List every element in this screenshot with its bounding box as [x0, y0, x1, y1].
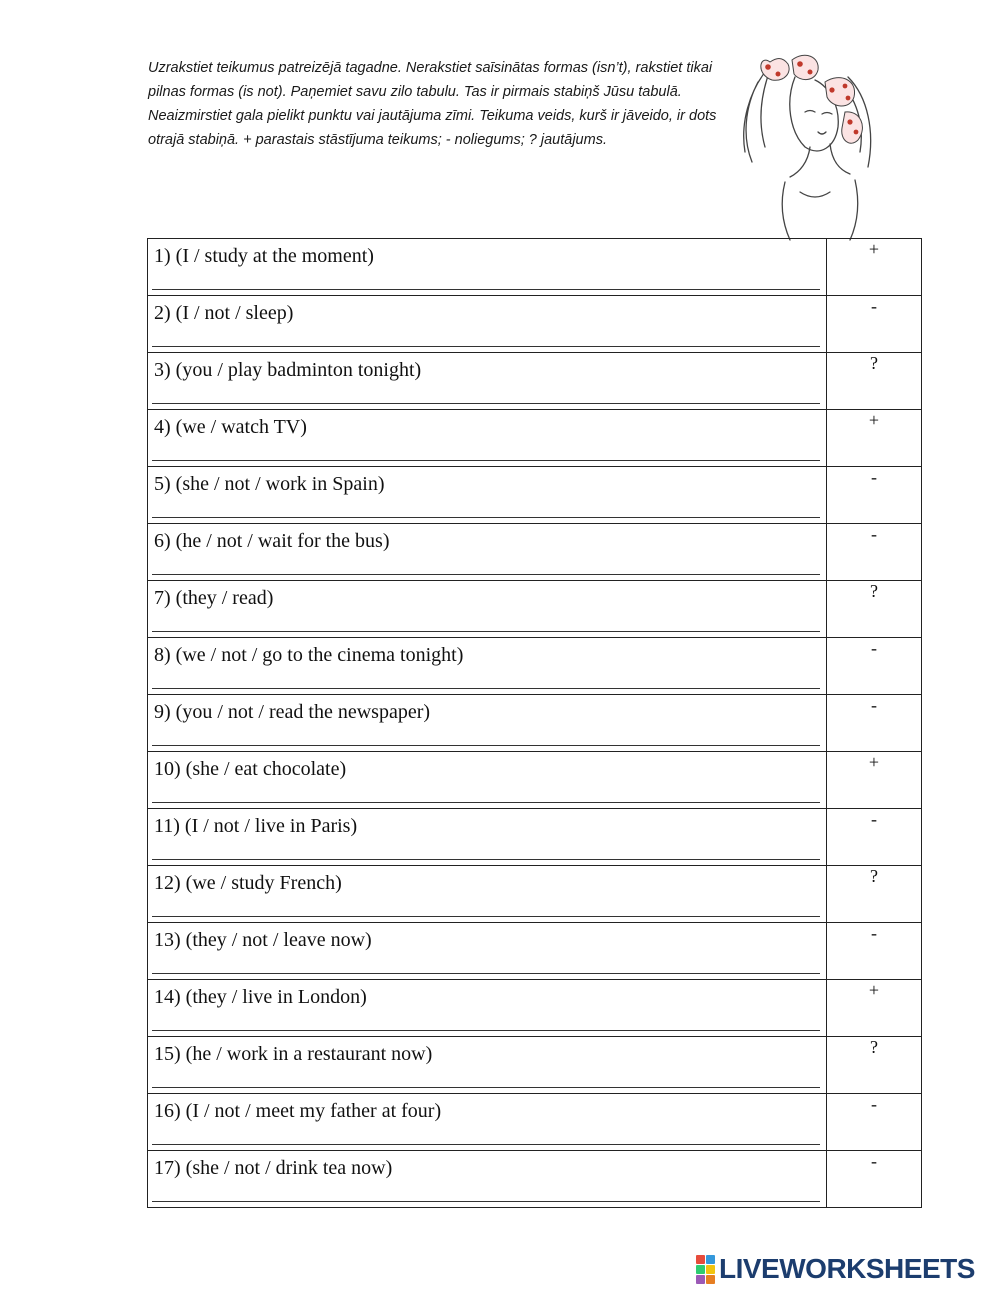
- sentence-type-cell: [826, 638, 921, 695]
- brand-text: LIVEWORKSHEETS: [719, 1253, 975, 1284]
- logo-block: [696, 1265, 705, 1274]
- sentence-type-cell: [826, 980, 921, 1037]
- question-cell: [148, 296, 827, 353]
- table-row: [148, 467, 922, 524]
- answer-input[interactable]: [152, 1071, 820, 1088]
- question-prompt: 16) (I / not / meet my father at four): [154, 1100, 442, 1122]
- answer-input[interactable]: [152, 1128, 820, 1145]
- answer-input[interactable]: [152, 672, 820, 689]
- logo-block: [696, 1255, 705, 1264]
- sentence-type-sign: -: [870, 923, 877, 943]
- sentence-type-cell: [826, 1037, 921, 1094]
- question-cell: [148, 638, 827, 695]
- question-cell: [148, 809, 827, 866]
- question-prompt: 12) (we / study French): [154, 872, 342, 894]
- sentence-type-sign: +: [868, 752, 880, 772]
- sentence-type-sign: -: [870, 467, 877, 487]
- question-prompt: 2) (I / not / sleep): [154, 302, 294, 324]
- question-cell: [148, 866, 827, 923]
- table-row: [148, 296, 922, 353]
- table-row: [148, 1037, 922, 1094]
- sentence-type-sign: +: [868, 980, 880, 1000]
- answer-input[interactable]: [152, 957, 820, 974]
- question-prompt: 9) (you / not / read the newspaper): [154, 701, 431, 723]
- sentence-type-cell: [826, 581, 921, 638]
- logo-blocks-icon: [696, 1255, 715, 1284]
- sentence-type-cell: [826, 866, 921, 923]
- question-cell: [148, 695, 827, 752]
- question-cell: [148, 752, 827, 809]
- table-row: [148, 752, 922, 809]
- sentence-type-cell: [826, 1151, 921, 1208]
- question-prompt: 15) (he / work in a restaurant now): [154, 1043, 433, 1065]
- question-prompt: 11) (I / not / live in Paris): [154, 815, 358, 837]
- table-row: [148, 923, 922, 980]
- sentence-type-sign: +: [868, 410, 880, 430]
- question-prompt: 10) (she / eat chocolate): [154, 758, 347, 780]
- sentence-type-sign: -: [870, 638, 877, 658]
- logo-block: [706, 1255, 715, 1264]
- sentence-type-cell: [826, 1094, 921, 1151]
- table-row: [148, 410, 922, 467]
- table-row: [148, 581, 922, 638]
- sentence-type-cell: [826, 809, 921, 866]
- sentence-type-cell: [826, 410, 921, 467]
- answer-input[interactable]: [152, 444, 820, 461]
- table-row: [148, 353, 922, 410]
- answer-input[interactable]: [152, 729, 820, 746]
- sentence-type-sign: -: [870, 524, 877, 544]
- question-cell: [148, 239, 827, 296]
- question-prompt: 13) (they / not / leave now): [154, 929, 372, 951]
- table-row: [148, 1151, 922, 1208]
- sentence-type-cell: [826, 695, 921, 752]
- sentence-type-cell: [826, 296, 921, 353]
- answer-input[interactable]: [152, 273, 820, 290]
- sentence-type-cell: [826, 467, 921, 524]
- answer-input[interactable]: [152, 558, 820, 575]
- table-row: [148, 638, 922, 695]
- question-cell: [148, 1151, 827, 1208]
- question-cell: [148, 1094, 827, 1151]
- sentence-type-sign: ?: [869, 1037, 878, 1057]
- question-prompt: 5) (she / not / work in Spain): [154, 473, 385, 495]
- sentence-type-cell: [826, 353, 921, 410]
- question-prompt: 7) (they / read): [154, 587, 274, 609]
- answer-input[interactable]: [152, 330, 820, 347]
- sentence-type-sign: ?: [869, 866, 878, 886]
- sentence-type-sign: ?: [869, 581, 878, 601]
- question-prompt: 8) (we / not / go to the cinema tonight): [154, 644, 464, 666]
- sentence-type-sign: +: [868, 239, 880, 259]
- logo-block: [706, 1275, 715, 1284]
- question-cell: [148, 923, 827, 980]
- question-cell: [148, 410, 827, 467]
- question-prompt: 14) (they / live in London): [154, 986, 367, 1008]
- girl-drawing-icon: [730, 52, 880, 242]
- answer-input[interactable]: [152, 615, 820, 632]
- answer-input[interactable]: [152, 786, 820, 803]
- logo-block: [706, 1265, 715, 1274]
- sentence-type-sign: -: [870, 809, 877, 829]
- sentence-type-sign: -: [870, 296, 877, 316]
- question-prompt: 4) (we / watch TV): [154, 416, 307, 438]
- sentence-type-sign: -: [870, 1151, 877, 1171]
- answer-input[interactable]: [152, 1185, 820, 1202]
- question-cell: [148, 467, 827, 524]
- table-row: [148, 524, 922, 581]
- table-row: [148, 239, 922, 296]
- answer-input[interactable]: [152, 501, 820, 518]
- sentence-type-cell: [826, 524, 921, 581]
- answer-input[interactable]: [152, 900, 820, 917]
- answer-input[interactable]: [152, 1014, 820, 1031]
- sentence-type-sign: -: [870, 695, 877, 715]
- table-row: [148, 980, 922, 1037]
- question-prompt: 3) (you / play badminton tonight): [154, 359, 422, 381]
- question-cell: [148, 980, 827, 1037]
- table-row: [148, 695, 922, 752]
- answer-input[interactable]: [152, 843, 820, 860]
- table-row: [148, 866, 922, 923]
- table-row: [148, 809, 922, 866]
- question-cell: [148, 1037, 827, 1094]
- question-cell: [148, 581, 827, 638]
- liveworksheets-logo: [696, 1254, 975, 1284]
- answer-input[interactable]: [152, 387, 820, 404]
- question-prompt: 1) (I / study at the moment): [154, 245, 374, 267]
- question-prompt: 6) (he / not / wait for the bus): [154, 530, 390, 552]
- sentence-type-cell: [826, 239, 921, 296]
- sentence-type-cell: [826, 752, 921, 809]
- sentence-type-sign: ?: [869, 353, 878, 373]
- question-cell: [148, 353, 827, 410]
- question-prompt: 17) (she / not / drink tea now): [154, 1157, 393, 1179]
- table-row: [148, 1094, 922, 1151]
- sentence-type-sign: -: [870, 1094, 877, 1114]
- instructions-text: Uzrakstiet teikumus patreizējā tagadne. Nerakstiet saīsinātas formas (isn’t), rakstiet tikai pilnas formas (is not). Paņemiet savu zilo tabulu. Tas ir pirmais stabiņš Jūsu tabulā. Neaizmirstiet gala pielikt punktu vai jautājuma zīmi. Teikuma veids, kurš ir jāveido, ir dots otrajā stabiņā. + parastais stāstījuma teikums; - noliegums; ? jautājums.: [148, 60, 717, 148]
- logo-block: [696, 1275, 705, 1284]
- sentence-type-cell: [826, 923, 921, 980]
- question-cell: [148, 524, 827, 581]
- exercise-table: [147, 238, 922, 1208]
